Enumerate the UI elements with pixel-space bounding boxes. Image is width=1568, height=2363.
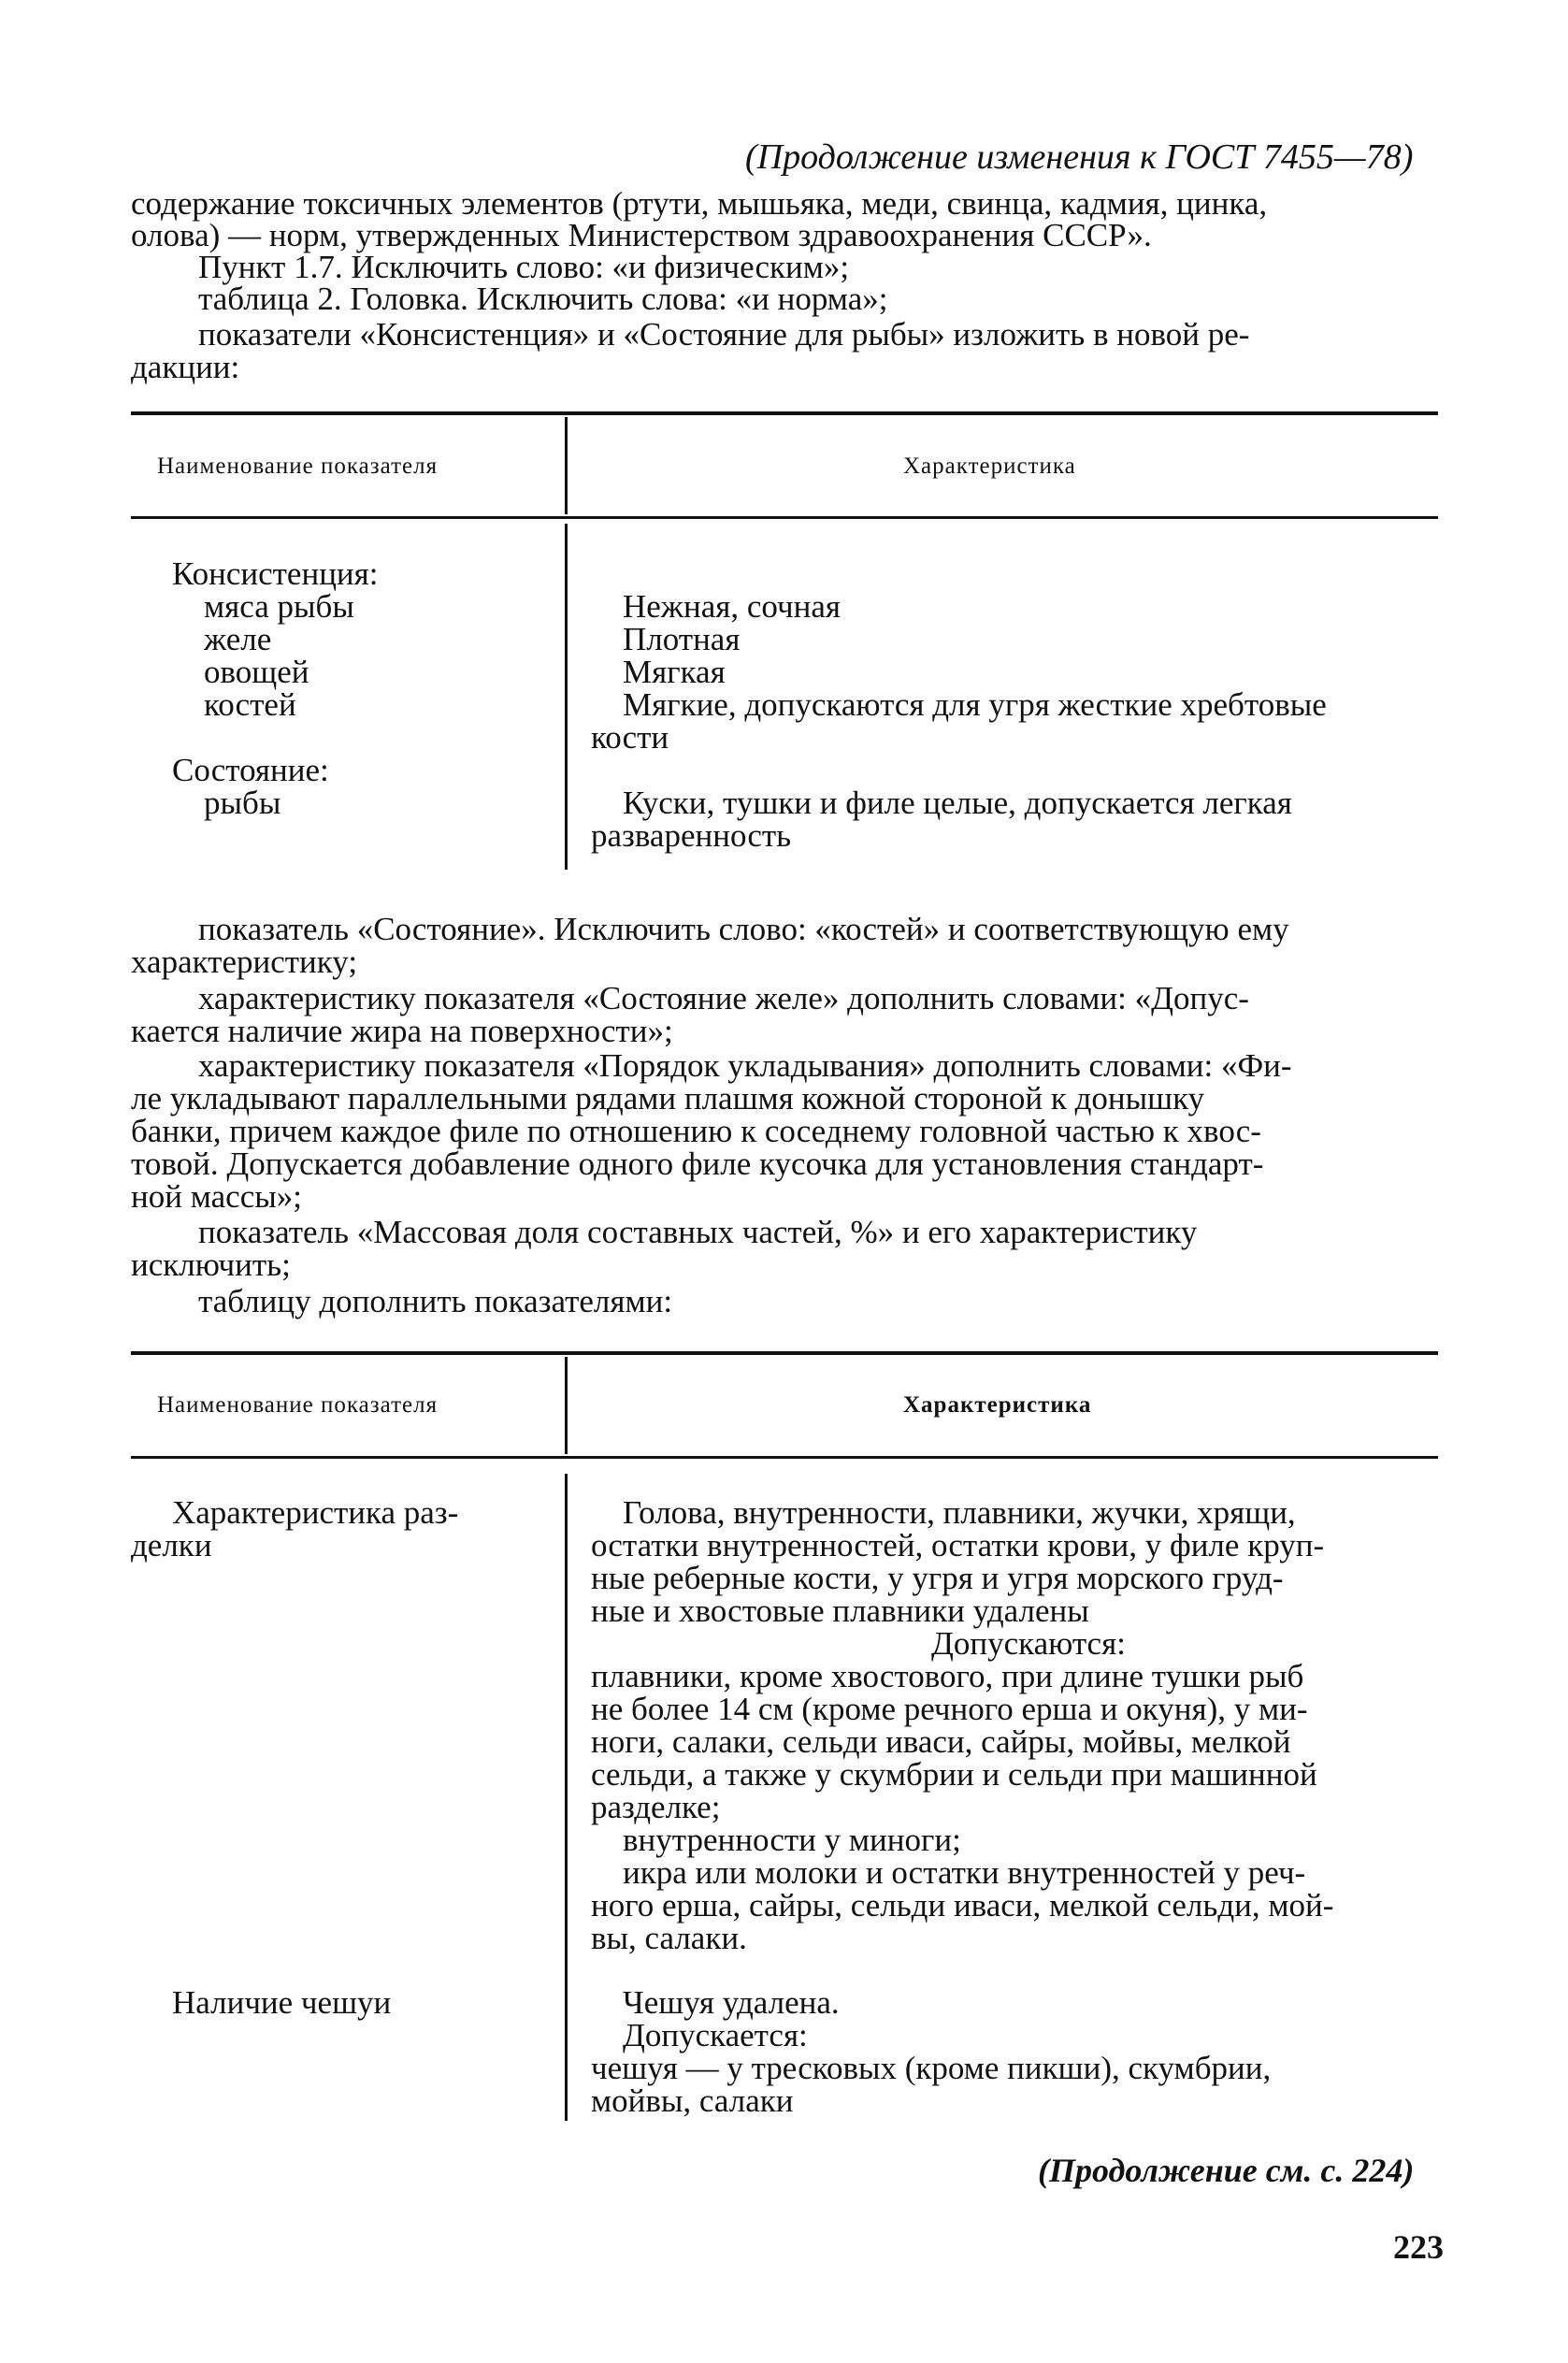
table1-column-divider-body [565,524,568,870]
table1-header-rule [131,516,1438,519]
table2-left-cell: Характеристика раз- [172,1494,459,1531]
table2-right-cell: Голова, внутренности, плавники, жучки, хрящи, [623,1494,1296,1531]
running-header: (Продолжение изменения к ГОСТ 7455—78) [745,137,1414,177]
body-line: характеристику; [131,944,358,980]
body-line: показатель «Состояние». Исключить слово: «костей» и соответствующую ему [198,911,1289,947]
table2-right-cell: ноги, салаки, сельди иваси, сайры, мойвы, мелкой [591,1723,1291,1760]
intro-line: содержание токсичных элементов (ртути, мышьяка, меди, свинца, кадмия, цинка, [131,185,1268,222]
table1-left-cell: желе [204,621,272,657]
page-number: 223 [1393,2228,1444,2266]
table1-right-cell: Мягкие, допускаются для угря жесткие хребтовые [623,686,1327,723]
table2-column-divider [565,1357,568,1454]
body-line: таблицу дополнить показателями: [198,1283,673,1319]
table1-right-cell: Мягкая [623,654,726,690]
table2-right-cell: ные реберные кости, у угря и угря морского груд- [591,1560,1284,1596]
table2-right-cell: плавники, кроме хвостового, при длине тушки рыб [591,1658,1304,1694]
body-line: показатель «Массовая доля составных частей, %» и его характеристику [198,1214,1198,1250]
table1-right-cell: Нежная, сочная [623,588,841,625]
body-line: товой. Допускается добавление одного филе кусочка для установления стандарт- [131,1145,1264,1182]
table1-right-cell: разваренность [591,817,792,854]
table1-left-cell: Консистенция: [172,555,379,592]
table2-right-cell: Допускается: [623,2017,808,2053]
intro-line: олова) — норм, утвержденных Министерством здравоохранения СССР». [131,217,1152,253]
table2-right-cell: сельди, а также у скумбрии и сельди при машинной [591,1756,1317,1793]
table1-top-rule [131,411,1438,415]
table2-right-cell: икра или молоки и остатки внутренностей у реч- [623,1854,1306,1891]
table2-right-cell: мойвы, салаки [591,2082,794,2119]
body-line: исключить; [131,1246,291,1283]
table1-right-cell: Куски, тушки и филе целые, допускается легкая [623,785,1292,821]
table2-right-cell: вы, салаки. [591,1920,747,1956]
body-line: ной массы»; [131,1178,302,1215]
table2-right-cell: Чешуя удалена. [623,1984,840,2021]
table1-col2-header: Характеристика [903,454,1076,479]
table2-top-rule [131,1351,1438,1355]
table1-left-cell: костей [204,686,296,723]
table1-right-cell: кости [591,719,669,756]
table2-header-rule [131,1456,1438,1459]
table2-right-cell: ные и хвостовые плавники удалены [591,1592,1089,1629]
body-line: банки, причем каждое филе по отношению к соседнему головной частью к хвос- [131,1113,1261,1149]
continuation-note: (Продолжение см. с. 224) [1038,2152,1415,2189]
intro-line: показатели «Консистенция» и «Состояние для рыбы» изложить в новой ре- [198,316,1250,353]
table1-right-cell: Плотная [623,621,741,657]
table1-col1-header: Наименование показателя [157,454,439,479]
table2-right-cell: внутренности у миноги; [623,1822,961,1858]
table2-left-cell: делки [131,1527,212,1563]
table2-right-cell: чешуя — у тресковых (кроме пикши), скумбрии, [591,2050,1272,2086]
intro-line: дакции: [131,349,240,385]
table2-column-divider-body [565,1474,568,2121]
body-line: кается наличие жира на поверхности»; [131,1013,673,1049]
intro-line: Пункт 1.7. Исключить слово: «и физическим»; [198,249,850,285]
table1-left-cell: овощей [204,654,309,690]
intro-line: таблица 2. Головка. Исключить слова: «и норма»; [198,281,888,317]
body-line: ле укладывают параллельными рядами плашмя кожной стороной к донышку [131,1080,1205,1117]
table2-right-cell: не более 14 см (кроме речного ерша и окуня), у ми- [591,1691,1308,1727]
table1-left-cell: Состояние: [172,752,329,788]
table2-right-cell: разделке; [591,1789,721,1825]
table1-left-cell: рыбы [204,785,281,821]
table2-right-cell: ного ерша, сайры, сельди иваси, мелкой сельди, мой- [591,1887,1334,1924]
table2-col1-header: Наименование показателя [157,1392,439,1418]
body-line: характеристику показателя «Порядок укладывания» дополнить словами: «Фи- [198,1047,1292,1084]
table1-left-cell: мяса рыбы [204,588,354,625]
body-line: характеристику показателя «Состояние желе» дополнить словами: «Допус- [198,980,1249,1016]
table2-col2-header: Характеристика [903,1392,1092,1418]
table1-column-divider [565,417,568,514]
table2-right-cell: Допускаются: [931,1625,1126,1662]
table2-right-cell: остатки внутренностей, остатки крови, у филе круп- [591,1527,1325,1563]
table2-left-cell: Наличие чешуи [172,1984,392,2021]
